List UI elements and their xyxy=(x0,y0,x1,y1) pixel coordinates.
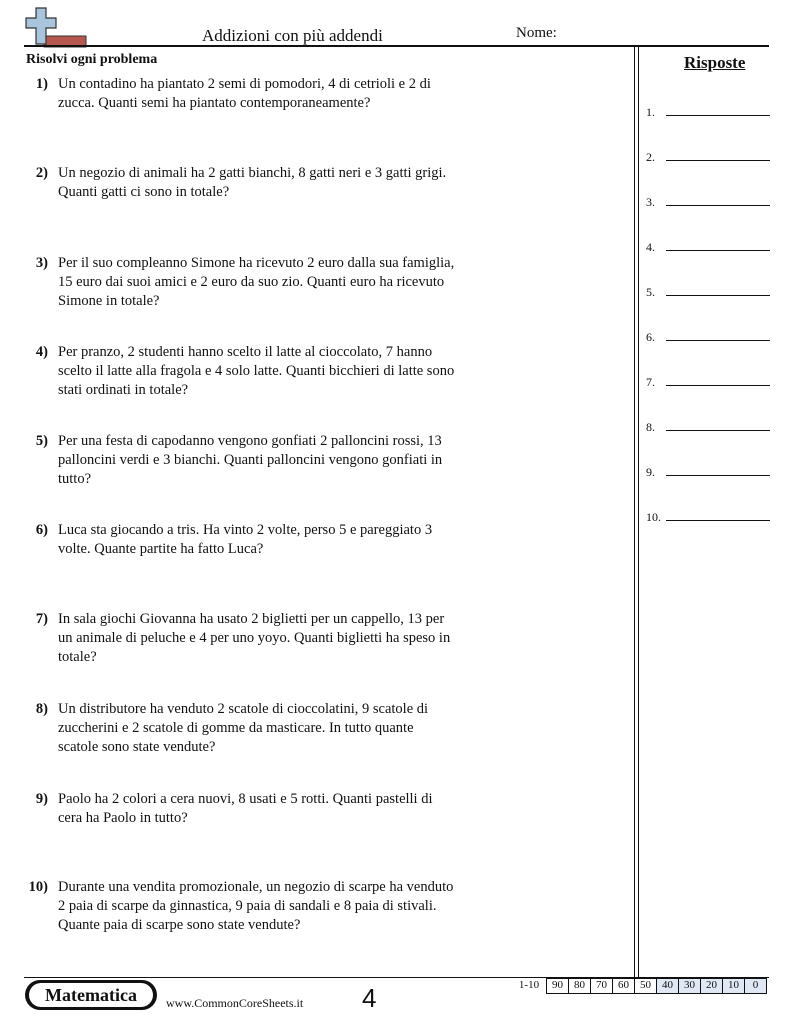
page-title: Addizioni con più addendi xyxy=(202,26,383,45)
score-cell: 60 xyxy=(613,978,635,994)
answer-1 xyxy=(646,100,770,120)
answer-label: 4. xyxy=(646,240,655,254)
name-label: Nome: xyxy=(516,25,557,41)
problem-2 xyxy=(26,164,456,202)
answer-4 xyxy=(646,235,770,255)
score-cell: 80 xyxy=(569,978,591,994)
problem-text: Un contadino ha piantato 2 semi di pomodori, 4 di cetrioli e 2 di zucca. Quanti semi ha piantato contemporaneamente? xyxy=(58,76,431,111)
score-cell: 10 xyxy=(723,978,745,994)
answer-9 xyxy=(646,460,770,480)
score-cell: 0 xyxy=(745,978,767,994)
answer-label: 1. xyxy=(646,105,655,119)
problem-number: 5) xyxy=(35,433,48,449)
score-cell: 20 xyxy=(701,978,723,994)
score-cell: 90 xyxy=(546,978,569,994)
brand-logo xyxy=(25,980,157,1010)
problem-text: Durante una vendita promozionale, un negozio di scarpe ha venduto 2 paia di scarpe da ginnastica, 9 paia di sandali e 8 paia di stivali. Quante paia di scarpe sono state vendute? xyxy=(58,879,454,933)
answer-blank[interactable] xyxy=(666,430,770,432)
problem-3 xyxy=(26,254,456,311)
problem-text: Paolo ha 2 colori a cera nuovi, 8 usati e 5 rotti. Quanti pastelli di cera ha Paolo in tutto? xyxy=(58,791,433,826)
problem-text: Per una festa di capodanno vengono gonfiati 2 palloncini rossi, 13 palloncini verdi e 3 bianchi. Quanti palloncini vengono gonfiati in tutto? xyxy=(58,433,443,487)
answer-blank[interactable] xyxy=(666,385,770,386)
problem-1 xyxy=(26,75,456,113)
answer-label: 8. xyxy=(646,420,655,434)
answer-label: 3. xyxy=(646,195,655,209)
answer-7 xyxy=(646,370,770,390)
answer-6 xyxy=(646,325,770,345)
instruction: Risolvi ogni problema xyxy=(26,52,158,67)
score-cell: 50 xyxy=(635,978,657,994)
answer-blank[interactable] xyxy=(666,340,770,342)
score-cell: 30 xyxy=(679,978,701,994)
answer-blank[interactable] xyxy=(666,205,770,206)
score-table xyxy=(512,978,767,994)
problem-text: Per pranzo, 2 studenti hanno scelto il latte al cioccolato, 7 hanno scelto il latte alla fragola e 4 solo latte. Quanti bicchieri di latte sono stati ordinati in totale? xyxy=(58,344,455,398)
problem-10 xyxy=(26,878,456,935)
score-cell: 70 xyxy=(591,978,613,994)
score-range-label: 1-10 xyxy=(518,979,540,991)
plus-minus-logo-icon xyxy=(24,6,88,48)
answer-blank[interactable] xyxy=(666,295,770,296)
problem-number: 10) xyxy=(28,879,48,895)
answer-label: 5. xyxy=(646,285,655,299)
problem-number: 7) xyxy=(35,611,48,627)
problem-text: Luca sta giocando a tris. Ha vinto 2 volte, perso 5 e pareggiato 3 volte. Quante partite ha fatto Luca? xyxy=(58,522,433,557)
answers-title: Risposte xyxy=(684,53,746,72)
answer-label: 7. xyxy=(646,375,655,389)
column-divider-left xyxy=(634,47,635,977)
answer-5 xyxy=(646,280,770,300)
problem-7 xyxy=(26,610,456,667)
answer-blank[interactable] xyxy=(666,115,770,116)
answer-blank[interactable] xyxy=(666,160,770,162)
problem-8 xyxy=(26,700,456,757)
problem-5 xyxy=(26,432,456,489)
problem-9 xyxy=(26,790,456,828)
answer-label: 2. xyxy=(646,150,655,164)
answer-label: 10. xyxy=(646,510,661,524)
answer-3 xyxy=(646,190,770,210)
problem-number: 9) xyxy=(35,791,48,807)
problem-number: 1) xyxy=(35,76,48,92)
column-divider-right xyxy=(638,47,639,977)
problem-number: 3) xyxy=(35,255,48,271)
website-url: www.CommonCoreSheets.it xyxy=(166,996,304,1010)
score-cell: 40 xyxy=(657,978,679,994)
answer-8 xyxy=(646,415,770,435)
problem-4 xyxy=(26,343,456,400)
page-number: 4 xyxy=(362,983,377,1013)
problem-6 xyxy=(26,521,456,559)
problem-text: In sala giochi Giovanna ha usato 2 biglietti per un cappello, 13 per un animale di peluche e 4 per uno yoyo. Quanti biglietti ha speso in totale? xyxy=(58,611,451,665)
problem-number: 6) xyxy=(35,522,48,538)
answer-label: 9. xyxy=(646,465,655,479)
answer-2 xyxy=(646,145,770,165)
problem-text: Un negozio di animali ha 2 gatti bianchi, 8 gatti neri e 3 gatti grigi. Quanti gatti ci sono in totale? xyxy=(58,165,447,200)
problem-text: Un distributore ha venduto 2 scatole di cioccolatini, 9 scatole di zuccherini e 2 scatole di gomme da masticare. In tutto quante scatole sono state vendute? xyxy=(58,701,429,755)
answer-blank[interactable] xyxy=(666,475,770,477)
answer-10 xyxy=(646,505,770,525)
problem-number: 2) xyxy=(35,165,48,181)
answer-blank[interactable] xyxy=(666,520,770,522)
problem-number: 8) xyxy=(35,701,48,717)
answer-label: 6. xyxy=(646,330,655,344)
problem-text: Per il suo compleanno Simone ha ricevuto 2 euro dalla sua famiglia, 15 euro dai suoi amici e 2 euro da suo zio. Quanti euro ha ricevuto Simone in totale? xyxy=(58,255,455,309)
answer-blank[interactable] xyxy=(666,250,770,252)
brand-text: Matematica xyxy=(29,983,153,1007)
problem-number: 4) xyxy=(35,344,48,360)
header-divider xyxy=(24,45,769,47)
